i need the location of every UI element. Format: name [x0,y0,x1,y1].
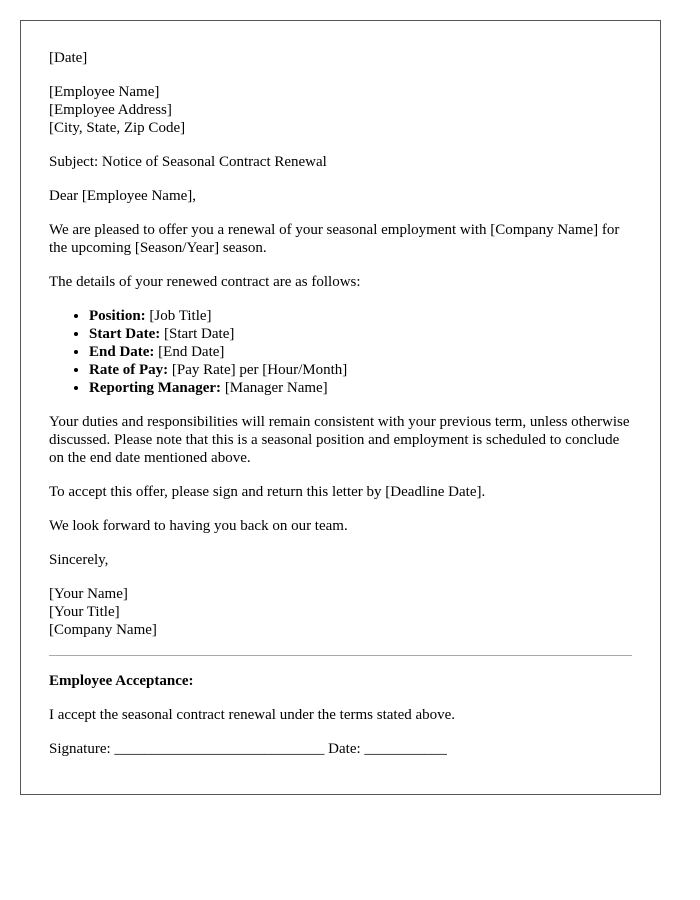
intro-paragraph: We are pleased to offer you a renewal of your seasonal employment with [Company Name] for the upcoming [Season/Year] season. [49,222,620,256]
recipient-name: [Employee Name] [49,84,160,100]
salutation: Dear [Employee Name], [49,188,197,204]
detail-start-date: • Start Date: [Start Date] [89,325,632,343]
recipient-address [49,83,632,137]
sender-name: [Your Name] [49,586,128,602]
acceptance-heading: Employee Acceptance: [49,673,194,689]
recipient-street: [Employee Address] [49,102,172,118]
detail-position: • Position: [Job Title] [89,307,632,325]
closing-line: We look forward to having you back on our team. [49,518,348,534]
detail-reporting-manager: • Reporting Manager: [Manager Name] [89,379,632,397]
detail-end-date: • End Date: [End Date] [89,343,632,361]
subject-line: Subject: Notice of Seasonal Contract Renewal [49,154,327,170]
sender-company: [Company Name] [49,622,157,638]
contract-details-list [49,307,632,397]
acceptance-statement: I accept the seasonal contract renewal under the terms stated above. [49,707,456,723]
sender-title: [Your Title] [49,604,120,620]
letter-date: [Date] [49,50,88,66]
details-intro: The details of your renewed contract are as follows: [49,274,361,290]
duties-paragraph: Your duties and responsibilities will remain consistent with your previous term, unless otherwise discussed. Please note that this is a seasonal position and employment is scheduled to conclude on the end date mentioned above. [49,414,630,466]
signature-date-line: Signature: ____________________________ Date: ___________ [49,741,447,757]
signoff: Sincerely, [49,552,109,568]
letter [20,20,661,795]
divider [49,655,632,656]
detail-rate-of-pay: • Rate of Pay: [Pay Rate] per [Hour/Month] [89,361,632,379]
sender-block [49,585,632,639]
recipient-city: [City, State, Zip Code] [49,120,186,136]
accept-instructions: To accept this offer, please sign and return this letter by [Deadline Date]. [49,484,486,500]
